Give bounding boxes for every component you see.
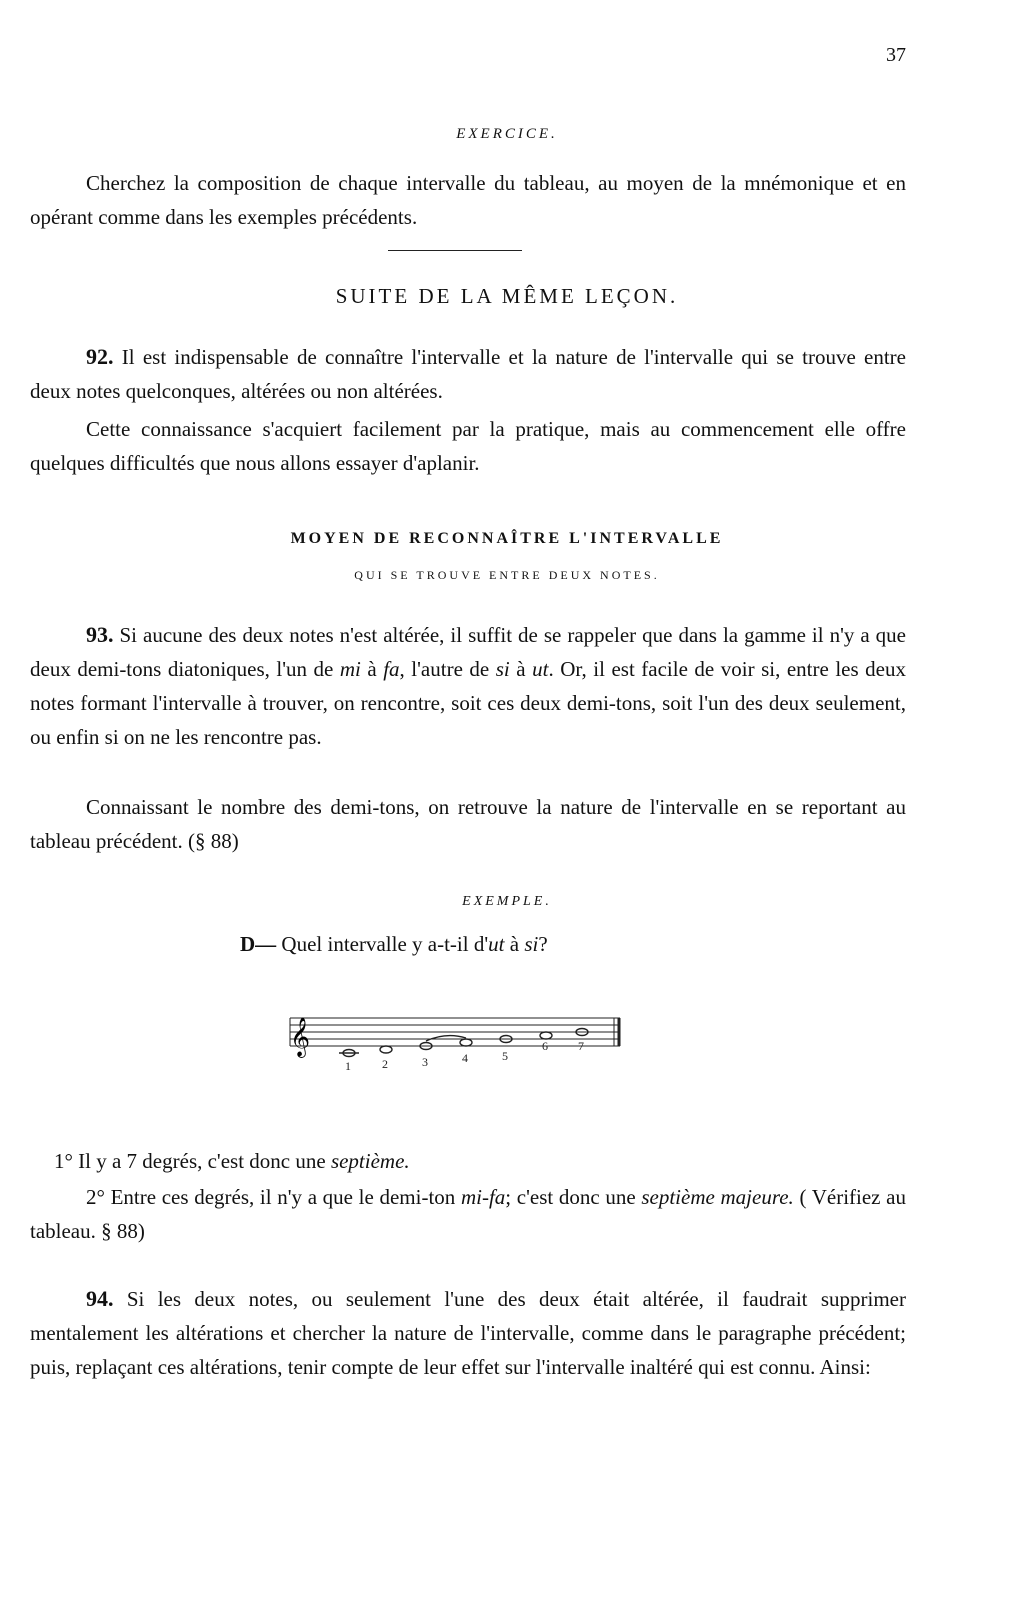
example-heading: EXEMPLE. bbox=[462, 894, 552, 909]
paragraph-text: Si aucune des deux notes n'est altérée, il suffit de se rappeler que dans la gamme il n'y a que deux demi-tons diatoniques, l'un de bbox=[30, 623, 906, 681]
subsection-subheading: QUI SE TROUVE ENTRE DEUX NOTES. bbox=[354, 568, 660, 582]
question-marker: D— bbox=[240, 932, 282, 956]
degree-number: 1 bbox=[345, 1059, 351, 1073]
text-a: à bbox=[360, 657, 384, 681]
note-head bbox=[460, 1039, 472, 1046]
answer-number: 2° bbox=[86, 1185, 105, 1209]
answer-text: ; c'est donc une bbox=[505, 1185, 642, 1209]
note-head bbox=[540, 1032, 552, 1039]
subsection-heading: MOYEN DE RECONNAÎTRE L'INTERVALLE bbox=[290, 530, 724, 547]
section-heading: SUITE DE LA MÊME LEÇON. bbox=[335, 284, 679, 308]
question-text: Quel intervalle y a-t-il d' bbox=[281, 932, 489, 956]
degree-number: 5 bbox=[502, 1049, 508, 1063]
answer-text: Il y a 7 degrés, c'est donc une bbox=[78, 1149, 331, 1173]
exercise-paragraph: Cherchez la composition de chaque intervalle du tableau, au moyen de la mnémonique et en opérant comme dans les exemples précédents. bbox=[30, 171, 906, 229]
answer-text: Entre ces degrés, il n'y a que le demi-ton bbox=[110, 1185, 461, 1209]
note-ut: ut bbox=[488, 932, 505, 956]
music-staff bbox=[284, 1010, 634, 1074]
paragraph-93-continued: Connaissant le nombre des demi-tons, on retrouve la nature de l'intervalle en se reportant au tableau précédent. (§ 88) bbox=[30, 795, 906, 853]
treble-clef-icon: 𝄞 bbox=[290, 1017, 311, 1057]
paragraph-text: Il est indispensable de connaître l'intervalle et la nature de l'intervalle qui se trouve entre deux notes quelconques, altérées ou non altérées. bbox=[30, 345, 907, 403]
answer-number: 1° bbox=[54, 1149, 73, 1173]
paragraph-94 bbox=[30, 1282, 906, 1384]
answer-2 bbox=[30, 1180, 906, 1248]
degree-number: 7 bbox=[578, 1039, 584, 1053]
paragraph-92 bbox=[30, 340, 906, 408]
section-divider bbox=[388, 250, 522, 251]
note-head bbox=[380, 1046, 392, 1053]
paragraph-number: 94. bbox=[86, 1286, 114, 1311]
paragraph-number: 92. bbox=[86, 344, 114, 369]
degree-number: 6 bbox=[542, 1039, 548, 1053]
paragraph-text: , l'autre de bbox=[399, 657, 496, 681]
music-staff-example bbox=[284, 1010, 634, 1074]
example-question bbox=[240, 932, 548, 957]
answer-1 bbox=[54, 1144, 904, 1178]
note-si: si bbox=[524, 932, 539, 956]
note-fa: fa bbox=[383, 657, 400, 681]
question-text: à bbox=[504, 932, 525, 956]
degree-number: 4 bbox=[462, 1051, 468, 1065]
answer-text: ( Vérifiez au tableau. § 88) bbox=[30, 1185, 906, 1243]
degree-number: 2 bbox=[382, 1057, 388, 1071]
paragraph-text: Si les deux notes, ou seulement l'une des deux était altérée, il faudrait supprimer mentalement les altérations et chercher la nature de l'intervalle, comme dans le paragraphe précédent; puis, replaçant ces altérations, tenir compte de leur effet sur l'intervalle inaltéré qui est connu. Ainsi: bbox=[30, 1287, 907, 1379]
question-mark: ? bbox=[538, 932, 548, 956]
paragraph-92-continued: Cette connaissance s'acquiert facilement par la pratique, mais au commencement elle offre quelques difficultés que nous allons essayer d'aplanir. bbox=[30, 417, 906, 475]
note-ut: ut bbox=[532, 657, 549, 681]
paragraph-93 bbox=[30, 618, 906, 754]
answer-emphasis: septième. bbox=[330, 1149, 410, 1173]
semitone-slur bbox=[426, 1036, 466, 1041]
paragraph-text: . Or, il est facile de voir si, entre les deux notes formant l'intervalle à trouver, on rencontre, soit ces deux demi-tons, soit l'un des deux seulement, ou enfin si on ne les rencontre pas. bbox=[30, 657, 906, 749]
degree-number: 3 bbox=[422, 1055, 428, 1069]
answer-emphasis: septième majeure. bbox=[641, 1185, 794, 1209]
paragraph-number: 93. bbox=[86, 622, 114, 647]
note-si: si bbox=[495, 657, 510, 681]
page-number: 37 bbox=[886, 44, 906, 66]
answer-emphasis: mi-fa bbox=[460, 1185, 506, 1209]
note-mi: mi bbox=[339, 657, 361, 681]
exercise-heading: EXERCICE. bbox=[456, 126, 558, 142]
text-a: à bbox=[509, 657, 533, 681]
